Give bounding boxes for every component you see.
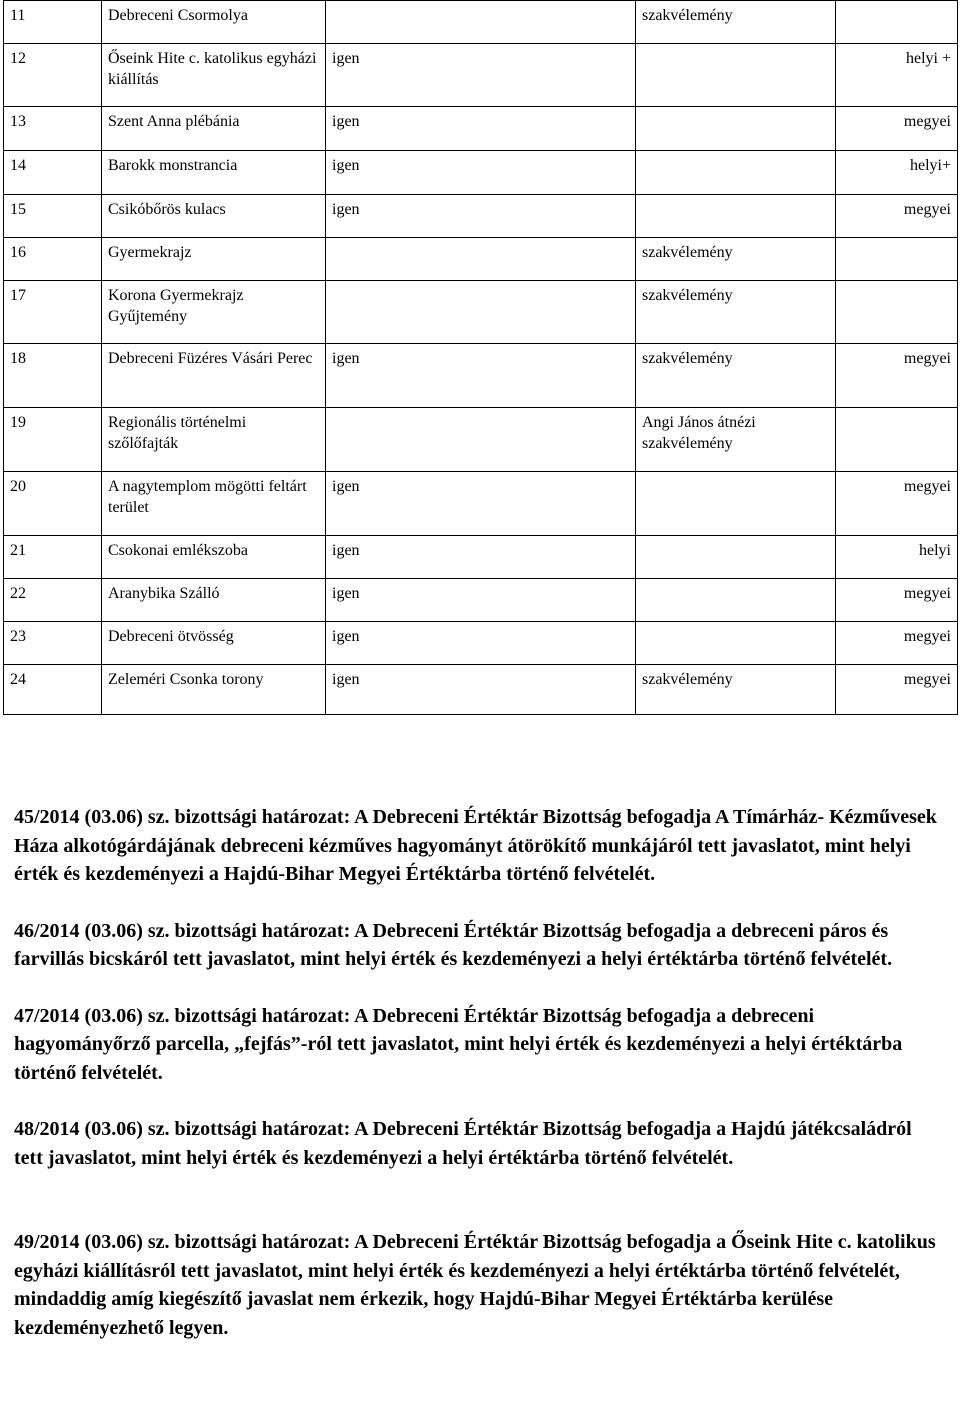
row-number: 24 [4, 665, 102, 715]
proposal-cell: igen [326, 622, 636, 665]
proposal-cell: igen [326, 151, 636, 195]
expert-opinion-cell [636, 44, 836, 107]
table-row [4, 1, 958, 44]
proposal-cell: igen [326, 44, 636, 107]
proposal-cell [326, 238, 636, 281]
values-table [3, 0, 958, 715]
table-row [4, 44, 958, 107]
value-name: Aranybika Szálló [102, 579, 326, 622]
category-cell [836, 1, 958, 44]
table-row [4, 344, 958, 408]
proposal-cell: igen [326, 195, 636, 238]
expert-opinion-cell: szakvélemény [636, 665, 836, 715]
value-name: Csikóbőrös kulacs [102, 195, 326, 238]
resolution-paragraph: 49/2014 (03.06) sz. bizottsági határozat: A Debreceni Értéktár Bizottság befogadja a Őseink Hite c. katolikus egyházi kiállításról tett javaslatot, mint helyi érték és kezdeményezi a helyi értéktárba történő felvételét, mindaddig amíg kiegészítő javaslat nem érkezik, hogy Hajdú-Bihar Megyei Értéktárba kerülése kezdeményezhető legyen. [14, 1231, 936, 1339]
proposal-cell: igen [326, 579, 636, 622]
table-row [4, 665, 958, 715]
expert-opinion-cell [636, 107, 836, 151]
category-cell: helyi+ [836, 151, 958, 195]
resolution-paragraph: 45/2014 (03.06) sz. bizottsági határozat: A Debreceni Értéktár Bizottság befogadja A Tímárház- Kézművesek Háza alkotógárdájának debreceni kézműves hagyományt átörökítő munkájáról tett javaslatot, mint helyi érték és kezdeményezi a Hajdú-Bihar Megyei Értéktárba történő felvételét. [14, 806, 937, 885]
value-name: Debreceni Csormolya [102, 1, 326, 44]
value-name: Szent Anna plébánia [102, 107, 326, 151]
value-name: Csokonai emlékszoba [102, 536, 326, 579]
row-number: 13 [4, 107, 102, 151]
table-row [4, 579, 958, 622]
value-name: Zeleméri Csonka torony [102, 665, 326, 715]
row-number: 14 [4, 151, 102, 195]
row-number: 20 [4, 472, 102, 536]
category-cell: helyi + [836, 44, 958, 107]
value-name: Barokk monstrancia [102, 151, 326, 195]
expert-opinion-cell [636, 472, 836, 536]
row-number: 16 [4, 238, 102, 281]
expert-opinion-cell [636, 195, 836, 238]
category-cell: megyei [836, 344, 958, 408]
category-cell: megyei [836, 622, 958, 665]
value-name: Debreceni Füzéres Vásári Perec [102, 344, 326, 408]
expert-opinion-cell [636, 151, 836, 195]
table-row [4, 408, 958, 472]
proposal-cell: igen [326, 472, 636, 536]
value-name: Őseink Hite c. katolikus egyházi kiállítás [102, 44, 326, 107]
expert-opinion-cell: szakvélemény [636, 238, 836, 281]
expert-opinion-cell [636, 536, 836, 579]
table-row [4, 622, 958, 665]
table-row [4, 151, 958, 195]
proposal-cell [326, 281, 636, 344]
row-number: 18 [4, 344, 102, 408]
table-row [4, 472, 958, 536]
proposal-cell: igen [326, 665, 636, 715]
proposal-cell [326, 408, 636, 472]
category-cell [836, 281, 958, 344]
category-cell [836, 238, 958, 281]
category-cell: megyei [836, 579, 958, 622]
row-number: 15 [4, 195, 102, 238]
row-number: 12 [4, 44, 102, 107]
category-cell [836, 408, 958, 472]
resolution-paragraph: 48/2014 (03.06) sz. bizottsági határozat: A Debreceni Értéktár Bizottság befogadja a Hajdú játékcsaládról tett javaslatot, mint helyi érték és kezdeményezi a helyi értéktárba történő felvételét. [14, 1118, 912, 1169]
row-number: 17 [4, 281, 102, 344]
expert-opinion-cell [636, 622, 836, 665]
row-number: 23 [4, 622, 102, 665]
row-number: 22 [4, 579, 102, 622]
row-number: 11 [4, 1, 102, 44]
row-number: 19 [4, 408, 102, 472]
expert-opinion-cell [636, 579, 836, 622]
expert-opinion-cell: szakvélemény [636, 1, 836, 44]
category-cell: megyei [836, 665, 958, 715]
value-name: Regionális történelmi szőlőfajták [102, 408, 326, 472]
table-row [4, 281, 958, 344]
table-row [4, 536, 958, 579]
proposal-cell: igen [326, 344, 636, 408]
value-name: Gyermekrajz [102, 238, 326, 281]
value-name: Korona Gyermekrajz Gyűjtemény [102, 281, 326, 344]
table-row [4, 195, 958, 238]
category-cell: megyei [836, 195, 958, 238]
proposal-cell: igen [326, 536, 636, 579]
expert-opinion-cell: szakvélemény [636, 281, 836, 344]
expert-opinion-cell: Angi János átnézi szakvélemény [636, 408, 836, 472]
value-name: A nagytemplom mögötti feltárt terület [102, 472, 326, 536]
category-cell: helyi [836, 536, 958, 579]
proposal-cell: igen [326, 107, 636, 151]
resolutions-section [14, 803, 944, 1342]
table-row [4, 238, 958, 281]
proposal-cell [326, 1, 636, 44]
row-number: 21 [4, 536, 102, 579]
resolution-paragraph: 47/2014 (03.06) sz. bizottsági határozat: A Debreceni Értéktár Bizottság befogadja a debreceni hagyományőrző parcella, „fejfás”-ról tett javaslatot, mint helyi érték és kezdeményezi a helyi értéktárba történő felvételét. [14, 1004, 903, 1084]
category-cell: megyei [836, 107, 958, 151]
expert-opinion-cell: szakvélemény [636, 344, 836, 408]
value-name: Debreceni ötvösség [102, 622, 326, 665]
category-cell: megyei [836, 472, 958, 536]
resolution-paragraph: 46/2014 (03.06) sz. bizottsági határozat: A Debreceni Értéktár Bizottság befogadja a debreceni páros és farvillás bicskáról tett javaslatot, mint helyi érték és kezdeményezi a helyi értéktárba történő felvételét. [14, 919, 893, 970]
table-row [4, 107, 958, 151]
